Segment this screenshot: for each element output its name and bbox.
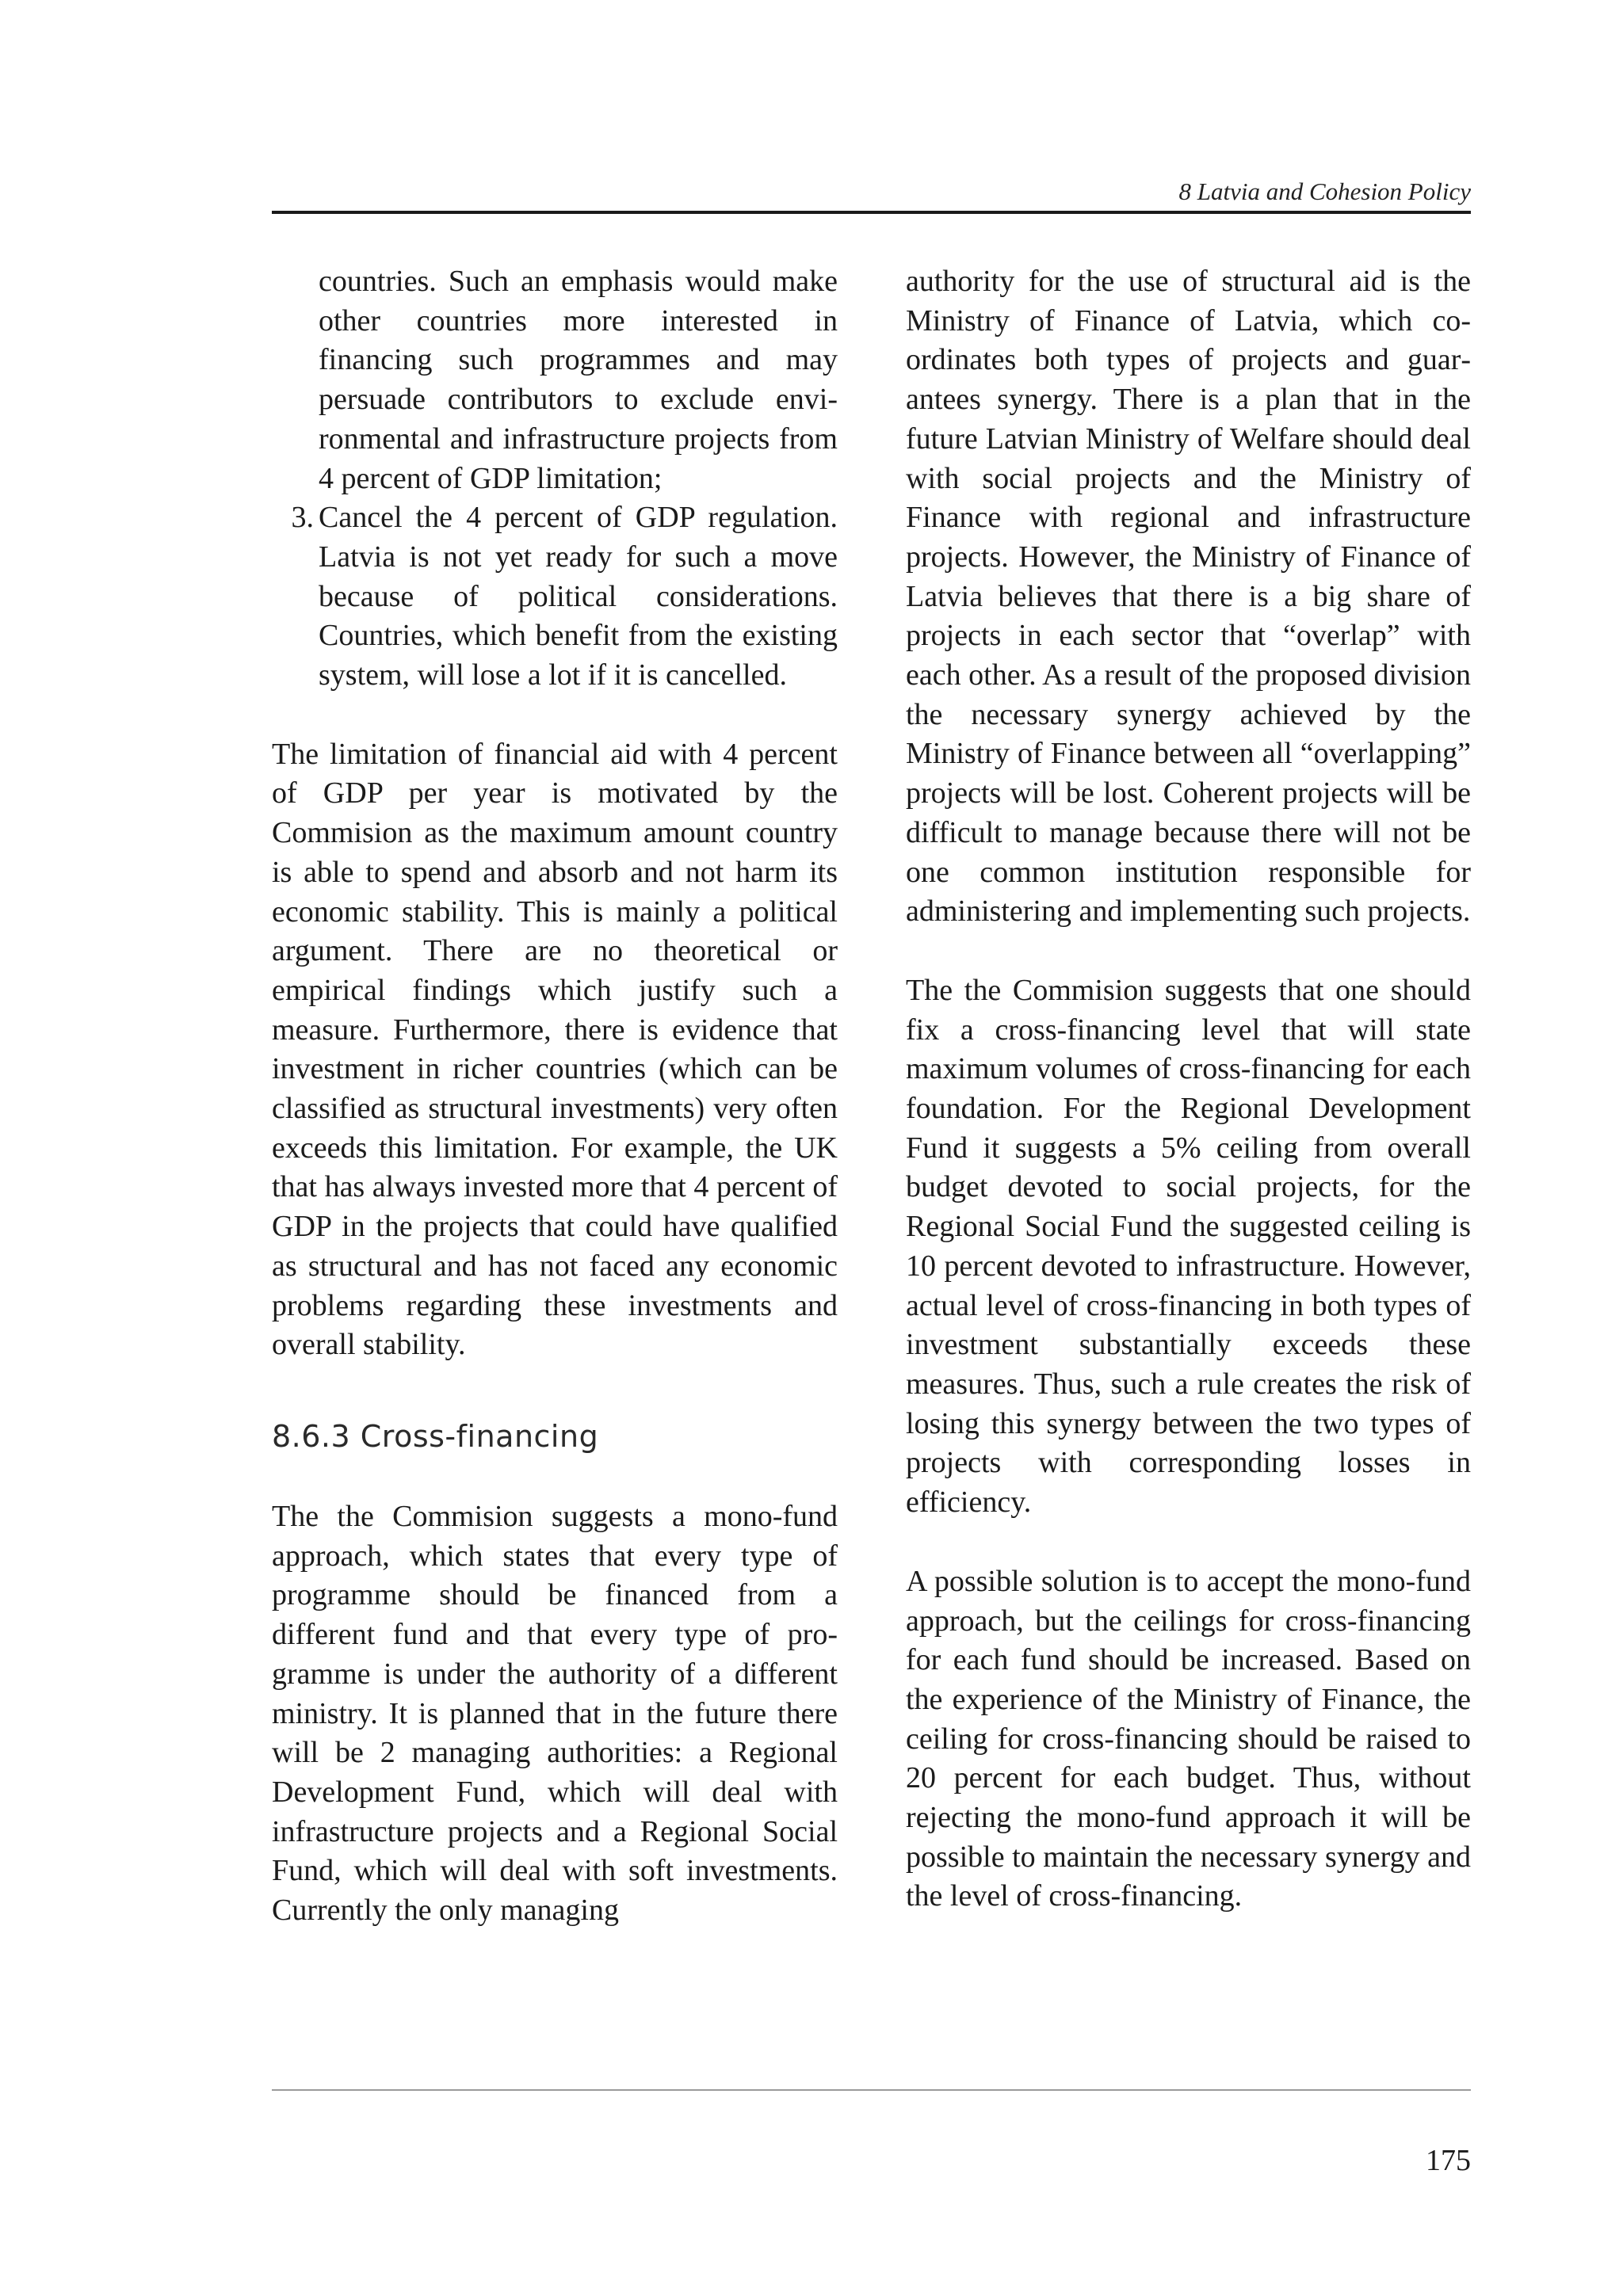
right-column — [906, 262, 1471, 1917]
paragraph: A possible solution is to accept the mono-fund approach, but the ceilings for cross-financing for each fund should be increased. Based on the experience of the Ministry of Finance, the ceiling for cross-financing should be raised to 20 percent for each budget. Thus, without rejecting the mono-fund approach it will be possible to maintain the necessary synergy and the level of cross-financing. — [906, 1564, 1471, 1913]
left-column — [272, 262, 838, 1931]
section-heading: 8.6.3 Cross-financing — [272, 1418, 599, 1454]
paragraph: authority for the use of structural aid is the Ministry of Finance of Latvia, which coordinates both types of projects and guarantees synergy. There is a plan that in the future Latvian Ministry of Welfare should deal with social projects and the Ministry of Finance with regional and infrastructure projects. However, the Ministry of Finance of Latvia believes that there is a big share of projects in each sector that “overlap” with each other. As a result of the proposed division the necessary synergy achieved by the Ministry of Finance between all “overlapping” projects will be lost. Coherent projects will be difficult to manage because there will not be one common institution responsible for administering and implementing such projects. — [906, 265, 1471, 929]
running-header: 8 Latvia and Cohesion Policy — [1178, 177, 1471, 205]
list-item-3 — [272, 498, 838, 696]
list-item-2-continuation: countries. Such an emphasis would make other countries more interested in financing such programmes and may persuade contributors to exclude environmental and infrastructure projects from 4 percent of GDP limitation; — [319, 265, 838, 495]
header-rule — [272, 211, 1471, 214]
page-number: 175 — [1426, 2144, 1471, 2177]
paragraph: The the Commision suggests a mono-fund approach, which states that every type of programme should be financed from a different fund and that every type of programme is under the authority of a different ministry. It is planned that in the future there will be 2 managing authorities: a Regional Development Fund, which will deal with infrastructure projects and a Regional Social Fund, which will deal with soft investments. Currently the only managing — [272, 1499, 838, 1928]
list-item-3-number: 3. — [291, 501, 314, 535]
paragraph: The the Commision suggests that one should fix a cross-financing level that will state maximum volumes of cross-financing for each foundation. For the Regional Development Fund it suggests a 5% ceiling from overall budget devoted to social projects, for the Regional Social Fund the suggested ceiling is 10 percent devoted to infrastructure. However, actual level of cross-financing in both types of investment substantially exceeds these measures. Thus, such a rule creates the risk of losing this synergy between the two types of projects with corresponding losses in efficiency. — [906, 973, 1471, 1520]
footer-rule — [272, 2089, 1471, 2091]
paragraph: The limitation of financial aid with 4 percent of GDP per year is motivated by the Commision as the maximum amount country is able to spend and absorb and not harm its economic stability. This is mainly a political argument. There are no theoretical or empirical findings which justify such a measure. Furthermore, there is evidence that investment in richer countries (which can be classified as structural investments) very often exceeds this limitation. For example, the UK that has always invested more that 4 percent of GDP in the projects that could have qualified as structural and has not faced any economic problems regarding these investments and overall stability. — [272, 737, 838, 1362]
list-item-3-text: Cancel the 4 percent of GDP regulation. Latvia is not yet ready for such a move because of political considerations. Countries, which benefit from the existing system, will lose a lot if it is cancelled. — [319, 501, 838, 692]
